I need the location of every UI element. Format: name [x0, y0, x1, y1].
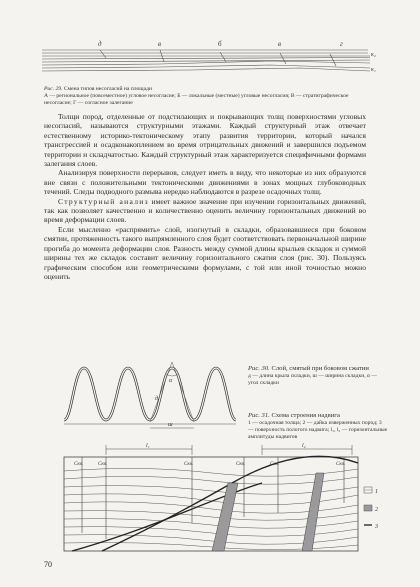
paragraph-3-text: имеет важное значение при изучении горизонтальных движений, так как позволяет качественно и количественно оценить величину горизонтальных движений во время деформации слоев.	[44, 196, 366, 225]
paragraph-3	[44, 197, 366, 225]
fig31-amplitude-l2: l₂	[302, 443, 306, 449]
fig29-caption-title: Смена типов несогласий на площади	[63, 86, 152, 92]
fig31-caption-label: Рис. 31.	[248, 412, 270, 419]
paragraph-2: Анализируя поверхности перерывов, следует иметь в виду, что некоторые из них образуются вне связи с положительными тектоническими движениями в зонах мощных глубоководных течений. Следы подводного размыва нередко наблюдаются в разрезе осадочных толщ.	[44, 168, 366, 197]
fig29-caption-legend: А — региональное (повсеместное) угловое несогласие; Б — локальные (местные) угловые несогласия; В — стратиграфическое несогласие; Г — согласное залегание	[44, 93, 349, 106]
fig31-legend	[364, 487, 378, 530]
fig31-well-5: Скв.	[270, 462, 280, 467]
paragraph-3-term: Структурный анализ	[58, 196, 149, 206]
fig29-letter-5: г	[340, 40, 343, 48]
figure-31-diagram	[62, 443, 382, 553]
fig29-label-k1: к₁	[371, 67, 376, 73]
fig30-caption-legend: д — длина крыла складки, ш — ширина складки, α — угол складки	[248, 373, 377, 386]
fig30-label-d: д	[155, 396, 159, 402]
figure-30-diagram	[60, 360, 240, 430]
fig31-amplitude-l1: l₁	[146, 443, 150, 449]
fig31-well-4: Скв.	[236, 462, 246, 467]
fig31-caption-title: Схема строения надвига	[271, 412, 340, 419]
fig29-letter-4: в	[278, 40, 282, 48]
figure-31-caption	[248, 412, 388, 441]
fig29-letter-3: б	[218, 40, 222, 48]
fig30-caption-title: Слой, смятый при боковом сжатии	[271, 365, 369, 372]
main-text	[44, 112, 366, 281]
figure-29-caption	[44, 86, 364, 107]
paragraph-4: Если мысленно «распрямить» слой, изогнутый в складки, образовавшиеся при боковом смятии, протяженность такого выпрямленного слоя будет соответствовать первоначальной ширине прогиба до момента деформации слоя. Разность между суммой длины крыльев складок и суммой ширины тех же складок составит величину горизонтального сжатия слоя (рис. 30). Пользуясь графическим способом или геометрическими формулами, с той или иной точностью можно оценить	[44, 224, 366, 281]
fig31-legend-2: 2	[375, 507, 378, 513]
fig29-caption-label: Рис. 29.	[44, 86, 63, 92]
fig30-label-alpha: α	[169, 378, 173, 384]
fig29-letter-2: в	[158, 40, 162, 48]
page-number: 70	[44, 560, 52, 569]
figure-29-diagram	[40, 38, 380, 82]
fig31-well-2: Скв.	[98, 462, 108, 467]
fig30-label-sh: ш	[168, 422, 173, 428]
fig31-legend-3: 3	[375, 524, 378, 530]
fig29-letter-1: д	[98, 40, 102, 48]
fig31-well-6: Скв.	[336, 462, 346, 467]
fig31-legend-1: 1	[375, 489, 378, 495]
fig31-caption-legend: 1 — осадочная толща; 2 — дайка изверженных пород; 3 — поверхность пологого надвига; l₁, l₂ — горизонтальные амплитуды надвигов	[248, 420, 388, 440]
fig29-label-k2: к₂	[371, 52, 376, 58]
fig31-well-3: Скв.	[184, 462, 194, 467]
fig31-well-1: Скв.	[74, 462, 84, 467]
fig30-caption-label: Рис. 30.	[248, 365, 270, 372]
paragraph-1: Толщи пород, отделенные от подстилающих и покрывающих толщ поверхностями угловых несогласий, называются структурными этажами. Каждый структурный этаж отвечает естественному историко-тектоническому этапу развития территории, который начался трансгрессией и осадконакоплением во время отрицательных движений и завершился подъемом территории и складчатостью. Каждый структурный этаж характеризуется специфичными формами залегания слоев.	[44, 112, 366, 169]
figure-30-caption	[248, 365, 388, 387]
